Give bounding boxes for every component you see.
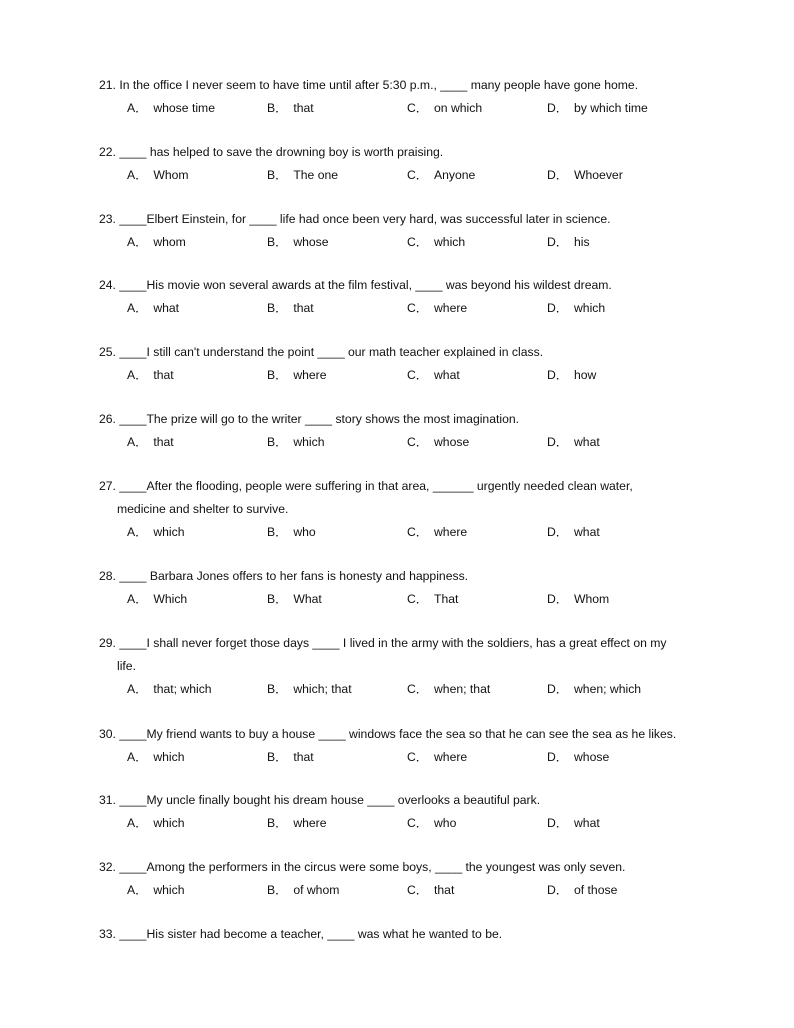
option-a: A． whom [127,235,186,249]
option-a: A． Whom [127,168,189,182]
option-d: D． what [547,816,600,830]
options-row [99,746,703,769]
question-number: 29. [99,636,116,650]
option-b: B． What [267,592,322,606]
question-text: ____My friend wants to buy a house ____ windows face the sea so that he can see the sea as he likes. [119,727,677,741]
question-stem [99,723,703,746]
option-d: D． which [547,301,606,315]
option-c: C． where [407,750,468,764]
question-stem [99,632,703,678]
options-row [99,364,703,387]
option-a: A． which [127,883,185,897]
option-b: B． that [267,101,314,115]
question-31 [99,789,703,835]
option-b: B． where [267,368,327,382]
question-number: 30. [99,727,116,741]
option-c: C． that [407,883,455,897]
question-number: 21. [99,78,116,92]
option-b: B． that [267,750,314,764]
question-number: 26. [99,412,116,426]
question-number: 32. [99,860,116,874]
option-c: C． on which [407,101,483,115]
option-c: C． whose [407,435,470,449]
question-text: ____His sister had become a teacher, ____ was what he wanted to be. [119,927,503,941]
question-stem [99,341,703,364]
option-a: A． that [127,368,174,382]
question-number: 31. [99,793,116,807]
option-d: D． Whoever [547,168,623,182]
option-c: C． Anyone [407,168,476,182]
question-text-continued: medicine and shelter to survive. [117,502,289,516]
question-28 [99,565,703,611]
option-c: C． which [407,235,466,249]
options-row [99,879,703,902]
option-a: A． which [127,525,185,539]
question-number: 33. [99,927,116,941]
question-stem [99,208,703,231]
options-row [99,231,703,254]
option-c: C． where [407,525,468,539]
option-d: D． when; which [547,682,642,696]
question-number: 28. [99,569,116,583]
question-stem [99,789,703,812]
option-c: C． That [407,592,459,606]
options-row [99,588,703,611]
option-b: B． The one [267,168,339,182]
option-a: A． which [127,816,185,830]
option-a: A． that [127,435,174,449]
question-23 [99,208,703,254]
options-row [99,431,703,454]
question-text: ____I still can't understand the point ____ our math teacher explained in class. [119,345,544,359]
question-stem [99,923,703,946]
question-text: ____ has helped to save the drowning boy is worth praising. [119,145,444,159]
option-d: D． by which time [547,101,648,115]
question-27 [99,475,703,544]
question-22 [99,141,703,187]
question-33 [99,923,703,946]
question-stem [99,74,703,97]
question-number: 25. [99,345,116,359]
question-text: ____After the flooding, people were suffering in that area, ______ urgently needed clean water, [119,479,633,493]
option-a: A． Which [127,592,188,606]
question-number: 23. [99,212,116,226]
question-text: ____Elbert Einstein, for ____ life had once been very hard, was successful later in science. [119,212,611,226]
option-d: D． what [547,525,600,539]
question-25 [99,341,703,387]
options-row [99,678,703,701]
option-b: B． who [267,525,316,539]
option-a: A． that; which [127,682,212,696]
question-stem [99,274,703,297]
question-stem [99,475,703,521]
option-b: B． which; that [267,682,352,696]
question-text: ____His movie won several awards at the film festival, ____ was beyond his wildest dream. [119,278,612,292]
option-a: A． whose time [127,101,215,115]
option-b: B． that [267,301,314,315]
question-number: 27. [99,479,116,493]
options-row [99,97,703,120]
question-29 [99,632,703,701]
question-number: 24. [99,278,116,292]
option-c: C． where [407,301,468,315]
question-24 [99,274,703,320]
question-text: In the office I never seem to have time until after 5:30 p.m., ____ many people have gone home. [119,78,639,92]
question-text: ____My uncle finally bought his dream house ____ overlooks a beautiful park. [119,793,541,807]
options-row [99,297,703,320]
option-d: D． of those [547,883,618,897]
question-32 [99,856,703,902]
option-d: D． what [547,435,600,449]
question-number: 22. [99,145,116,159]
option-a: A． what [127,301,180,315]
question-text-continued: life. [117,659,136,673]
question-26 [99,408,703,454]
question-stem [99,565,703,588]
option-b: B． which [267,435,325,449]
option-d: D． Whom [547,592,610,606]
question-stem [99,408,703,431]
question-stem [99,856,703,879]
option-a: A． which [127,750,185,764]
question-21 [99,74,703,120]
option-c: C． when; that [407,682,491,696]
options-row [99,812,703,835]
option-d: D． whose [547,750,610,764]
question-text: ____ Barbara Jones offers to her fans is honesty and happiness. [119,569,469,583]
question-stem [99,141,703,164]
question-30 [99,723,703,769]
question-text: ____I shall never forget those days ____ I lived in the army with the soldiers, has a great effect on my [119,636,667,650]
option-b: B． where [267,816,327,830]
option-c: C． what [407,368,460,382]
options-row [99,164,703,187]
option-b: B． whose [267,235,329,249]
question-text: ____The prize will go to the writer ____ story shows the most imagination. [119,412,520,426]
option-d: D． his [547,235,590,249]
option-d: D． how [547,368,597,382]
option-b: B． of whom [267,883,340,897]
option-c: C． who [407,816,457,830]
question-text: ____Among the performers in the circus were some boys, ____ the youngest was only seven. [119,860,626,874]
options-row [99,521,703,544]
